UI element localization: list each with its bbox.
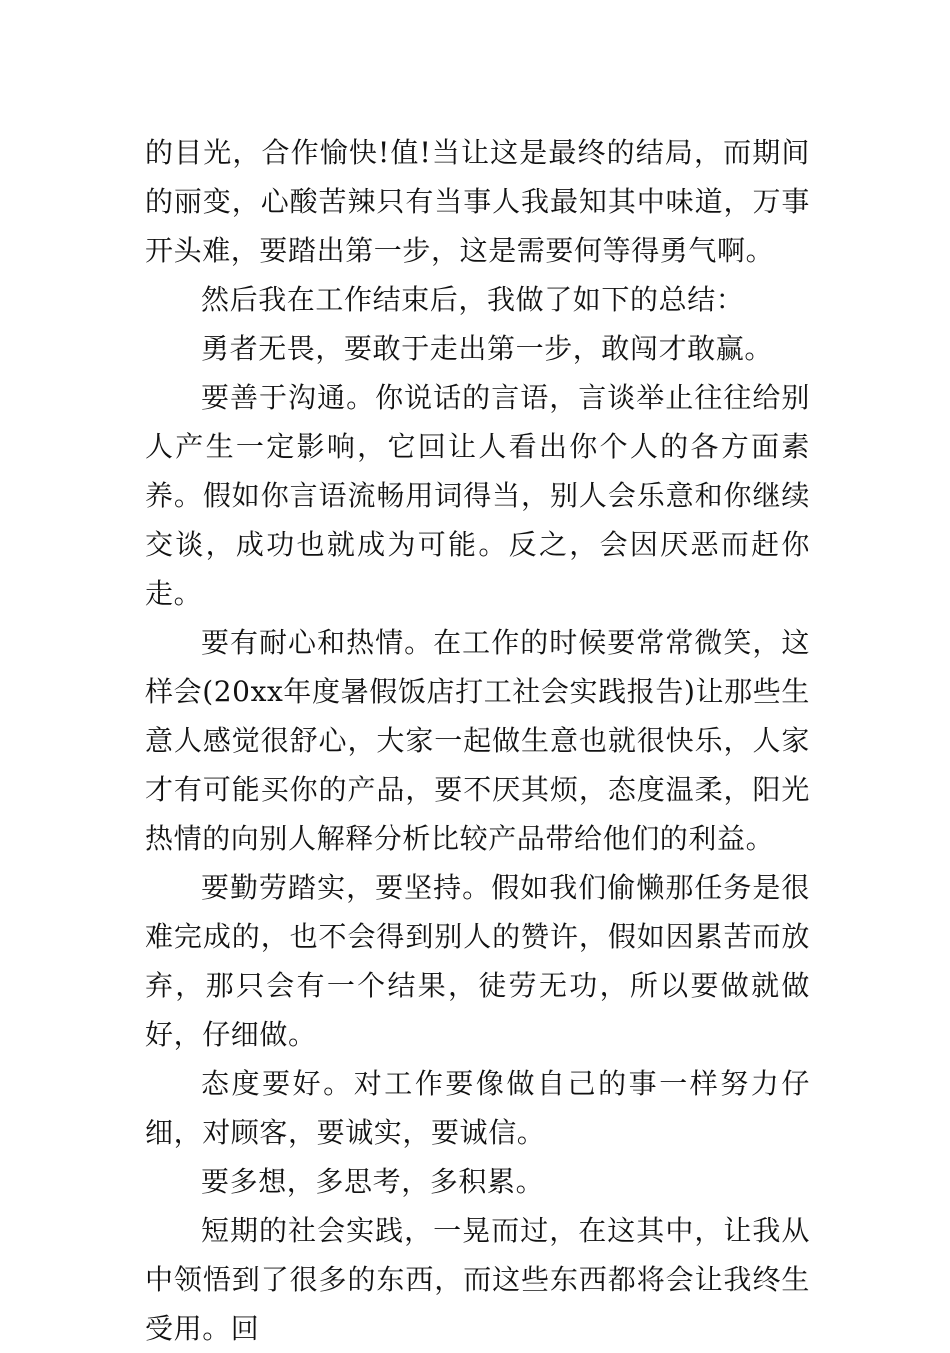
paragraph-3: 勇者无畏，要敢于走出第一步，敢闯才敢赢。	[201, 332, 774, 365]
paragraph-7: 态度要好。对工作要像做自己的事一样努力仔细，对顾客，要诚实，要诚信。	[145, 1067, 810, 1149]
paragraph-8: 要多想，多思考，多积累。	[201, 1165, 545, 1198]
paragraph-2: 然后我在工作结束后，我做了如下的总结：	[201, 283, 745, 316]
paragraph-4: 要善于沟通。你说话的言语，言谈举止往往给别人产生一定影响，它回让人看出你个人的各方面素养。假如你言语流畅用词得当，别人会乐意和你继续交谈，成功也就成为可能。反之，会因厌恶而赶你走。	[145, 381, 810, 610]
paragraph-5: 要有耐心和热情。在工作的时候要常常微笑，这样会(20xx年度暑假饭店打工社会实践报告)让那些生意人感觉很舒心，大家一起做生意也就很快乐，人家才有可能买你的产品，要不厌其烦，态度温柔，阳光热情的向别人解释分析比较产品带给他们的利益。	[145, 626, 810, 855]
document-body	[145, 128, 810, 1353]
paragraph-1: 的目光，合作愉快!值!当让这是最终的结局，而期间的丽变，心酸苦辣只有当事人我最知其中味道，万事开头难，要踏出第一步，这是需要何等得勇气啊。	[145, 136, 810, 267]
paragraph-9: 短期的社会实践，一晃而过，在这其中，让我从中领悟到了很多的东西，而这些东西都将会让我终生受用。回	[145, 1214, 810, 1345]
paragraph-6: 要勤劳踏实，要坚持。假如我们偷懒那任务是很难完成的，也不会得到别人的赞许，假如因累苦而放弃，那只会有一个结果，徒劳无功，所以要做就做好，仔细做。	[145, 871, 810, 1051]
